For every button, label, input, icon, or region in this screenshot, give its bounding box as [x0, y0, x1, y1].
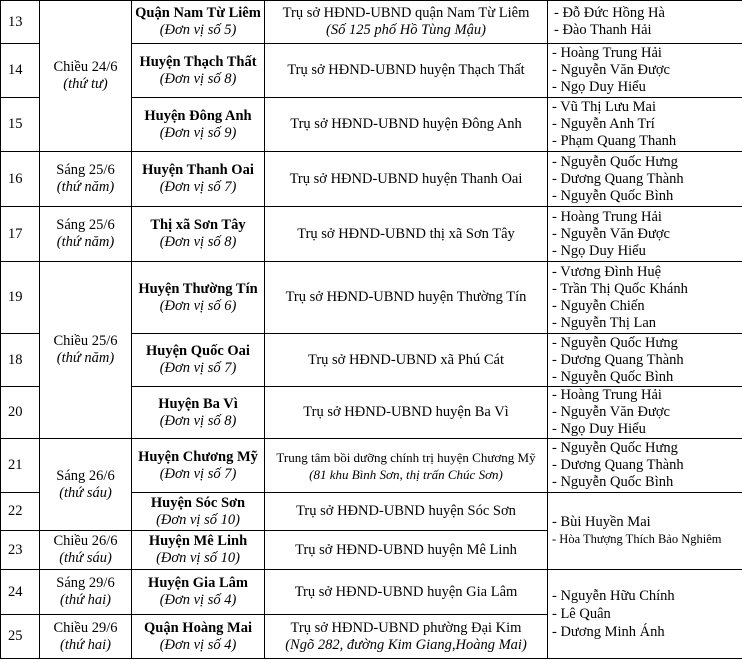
time-cell [40, 1, 132, 152]
place-cell [265, 207, 548, 262]
unit-cell [132, 493, 265, 531]
unit-number: (Đơn vị số 8) [159, 70, 237, 87]
place-name: Trụ sở HĐND-UBND quận Nam Từ Liêm [282, 5, 530, 21]
person: - Nguyễn Quốc Hưng [552, 334, 678, 351]
place-name: Trụ sở HĐND-UBND huyện Thường Tín [285, 289, 527, 305]
person: - Dương Quang Thành [552, 170, 684, 187]
row-number: 17 [1, 207, 40, 262]
unit-cell [132, 1, 265, 44]
place-address: (Số 125 phố Hồ Tùng Mậu) [326, 22, 486, 38]
place-cell [265, 152, 548, 207]
unit-number: (Đơn vị số 10) [156, 511, 240, 528]
row-number: 14 [1, 44, 40, 98]
person: - Nguyễn Quốc Bình [552, 187, 674, 204]
weekday: (thứ năm) [56, 179, 115, 195]
unit-name: Huyện Thanh Oai [142, 162, 254, 178]
place-name: Trụ sở HĐND-UBND phường Đại Kim [290, 619, 522, 636]
table-row [1, 570, 742, 615]
people-cell [548, 98, 742, 152]
unit-name: Huyện Quốc Oai [146, 343, 250, 359]
session-date: Chiều 24/6 [53, 59, 118, 75]
place-cell [265, 334, 548, 387]
weekday: (thứ tư) [63, 76, 108, 92]
people-cell [548, 334, 742, 387]
person: - Nguyễn Thị Lan [552, 314, 657, 331]
time-cell [40, 207, 132, 262]
person: - Lê Quân [552, 606, 611, 622]
people-cell [548, 387, 742, 439]
row-number: 19 [1, 262, 40, 334]
table-row [1, 1, 742, 44]
unit-number: (Đơn vị số 10) [156, 550, 240, 566]
person: - Dương Quang Thành [552, 457, 684, 473]
time-cell [40, 531, 132, 570]
unit-cell [132, 570, 265, 615]
place-name: Trụ sở HĐND-UBND xã Phú Cát [307, 351, 505, 368]
unit-cell [132, 152, 265, 207]
people-cell [548, 262, 742, 334]
person: - Trần Thị Quốc Khánh [552, 280, 688, 297]
unit-cell [132, 44, 265, 98]
session-date: Sáng 26/6 [56, 467, 115, 484]
weekday: (thứ hai) [60, 592, 111, 608]
place-name: Trụ sở HĐND-UBND thị xã Sơn Tây [297, 225, 515, 242]
table-row [1, 262, 742, 334]
person: - Nguyễn Quốc Bình [552, 368, 674, 385]
unit-number: (Đơn vị số 7) [159, 465, 237, 482]
session-date: Chiều 29/6 [53, 619, 118, 636]
time-cell [40, 152, 132, 207]
person: - Ngọ Duy Hiểu [552, 242, 646, 259]
unit-name: Huyện Đông Anh [144, 107, 252, 124]
place-name: Trụ sở HĐND-UBND huyện Gia Lâm [294, 583, 518, 600]
unit-number: (Đơn vị số 5) [159, 22, 237, 38]
unit-number: (Đơn vị số 6) [159, 297, 237, 314]
unit-number: (Đơn vị số 7) [159, 179, 237, 195]
session-date: Chiều 26/6 [53, 533, 118, 549]
time-cell [40, 615, 132, 659]
unit-cell [132, 387, 265, 439]
person: - Nguyễn Quốc Hưng [552, 153, 678, 170]
place-name: Trụ sở HĐND-UBND huyện Đông Anh [290, 116, 522, 132]
place-cell [265, 1, 548, 44]
row-number: 21 [1, 439, 40, 493]
person: - Hòa Thượng Thích Bảo Nghiêm [552, 532, 722, 546]
unit-cell [132, 98, 265, 152]
place-cell [265, 531, 548, 570]
place-address: (81 khu Bình Sơn, thị trấn Chúc Sơn) [309, 466, 503, 482]
time-cell [40, 262, 132, 439]
weekday: (thứ sáu) [59, 484, 112, 501]
person: - Dương Quang Thành [552, 351, 684, 368]
session-date: Sáng 29/6 [56, 575, 115, 591]
person: - Phạm Quang Thanh [552, 133, 677, 149]
row-number: 22 [1, 493, 40, 531]
unit-cell [132, 334, 265, 387]
row-number: 18 [1, 334, 40, 387]
person: - Nguyễn Quốc Bình [552, 474, 674, 490]
unit-name: Quận Hoàng Mai [144, 619, 252, 636]
row-number: 25 [1, 615, 40, 659]
place-address: (Ngõ 282, đường Kim Giang,Hoàng Mai) [285, 636, 527, 653]
unit-cell [132, 531, 265, 570]
unit-number: (Đơn vị số 4) [159, 636, 237, 653]
session-date: Chiều 25/6 [53, 333, 118, 349]
weekday: (thứ năm) [56, 350, 115, 366]
person: - Nguyễn Anh Trí [552, 116, 655, 132]
person: - Nguyễn Chiến [552, 297, 645, 314]
unit-name: Huyện Ba Vì [158, 395, 238, 412]
place-cell [265, 615, 548, 659]
person: - Nguyễn Văn Được [552, 62, 670, 78]
unit-name: Huyện Mê Linh [148, 533, 248, 549]
people-cell [548, 570, 742, 659]
person: - Ngọ Duy Hiểu [552, 421, 646, 437]
time-cell [40, 439, 132, 531]
people-cell [548, 493, 742, 570]
people-cell [548, 1, 742, 44]
people-cell [548, 152, 742, 207]
row-number: 20 [1, 387, 40, 439]
unit-cell [132, 615, 265, 659]
unit-number: (Đơn vị số 7) [159, 360, 237, 376]
place-cell [265, 98, 548, 152]
row-number: 13 [1, 1, 40, 44]
place-name: Trụ sở HĐND-UBND huyện Sóc Sơn [296, 503, 516, 519]
row-number: 16 [1, 152, 40, 207]
unit-cell [132, 439, 265, 493]
table-row [1, 207, 742, 262]
unit-name: Quận Nam Từ Liêm [135, 5, 261, 21]
person: - Nguyễn Quốc Hưng [552, 440, 678, 456]
person: - Nguyễn Văn Được [552, 225, 670, 242]
people-cell [548, 439, 742, 493]
place-cell [265, 493, 548, 531]
place-cell [265, 44, 548, 98]
place-name: Trụ sở HĐND-UBND huyện Thạch Thất [287, 62, 525, 78]
weekday: (thứ hai) [60, 636, 111, 653]
person: - Ngọ Duy Hiểu [552, 79, 646, 95]
person: - Vương Đình Huệ [552, 263, 662, 280]
place-name: Trung tâm bồi dưỡng chính trị huyện Chương Mỹ [276, 449, 536, 465]
row-number: 15 [1, 98, 40, 152]
unit-number: (Đơn vị số 9) [159, 124, 237, 141]
person: - Đào Thanh Hải [554, 22, 652, 38]
person: - Hoàng Trung Hải [552, 45, 662, 61]
unit-cell [132, 207, 265, 262]
session-date: Sáng 25/6 [56, 217, 115, 233]
person: - Vũ Thị Lưu Mai [552, 99, 656, 115]
time-cell [40, 570, 132, 615]
person: - Hoàng Trung Hải [552, 208, 662, 225]
place-name: Trụ sở HĐND-UBND huyện Mê Linh [295, 541, 517, 558]
place-name: Trụ sở HĐND-UBND huyện Thanh Oai [289, 170, 523, 187]
unit-name: Huyện Thường Tín [138, 280, 258, 297]
unit-name: Huyện Sóc Sơn [150, 494, 246, 511]
place-cell [265, 387, 548, 439]
table-row [1, 439, 742, 493]
weekday: (thứ sáu) [59, 550, 112, 566]
person: - Nguyễn Văn Được [552, 404, 670, 420]
person: - Hoàng Trung Hải [552, 387, 662, 403]
unit-number: (Đơn vị số 8) [159, 234, 237, 250]
unit-name: Huyện Gia Lâm [148, 575, 248, 591]
unit-number: (Đơn vị số 8) [159, 412, 237, 429]
person: - Nguyễn Hữu Chính [552, 588, 675, 604]
unit-name: Thị xã Sơn Tây [150, 217, 246, 233]
people-cell [548, 207, 742, 262]
session-date: Sáng 25/6 [56, 162, 115, 178]
people-cell [548, 44, 742, 98]
person: - Đỗ Đức Hồng Hà [554, 5, 665, 21]
person: - Bùi Huyền Mai [552, 514, 651, 530]
unit-name: Huyện Chương Mỹ [138, 448, 258, 465]
place-cell [265, 439, 548, 493]
table-row [1, 152, 742, 207]
row-number: 24 [1, 570, 40, 615]
unit-cell [132, 262, 265, 334]
row-number: 23 [1, 531, 40, 570]
unit-number: (Đơn vị số 4) [159, 592, 237, 608]
weekday: (thứ năm) [56, 234, 115, 250]
place-cell [265, 262, 548, 334]
person: - Dương Minh Ánh [552, 624, 665, 640]
place-name: Trụ sở HĐND-UBND huyện Ba Vì [303, 404, 509, 420]
unit-name: Huyện Thạch Thất [139, 53, 257, 70]
place-cell [265, 570, 548, 615]
